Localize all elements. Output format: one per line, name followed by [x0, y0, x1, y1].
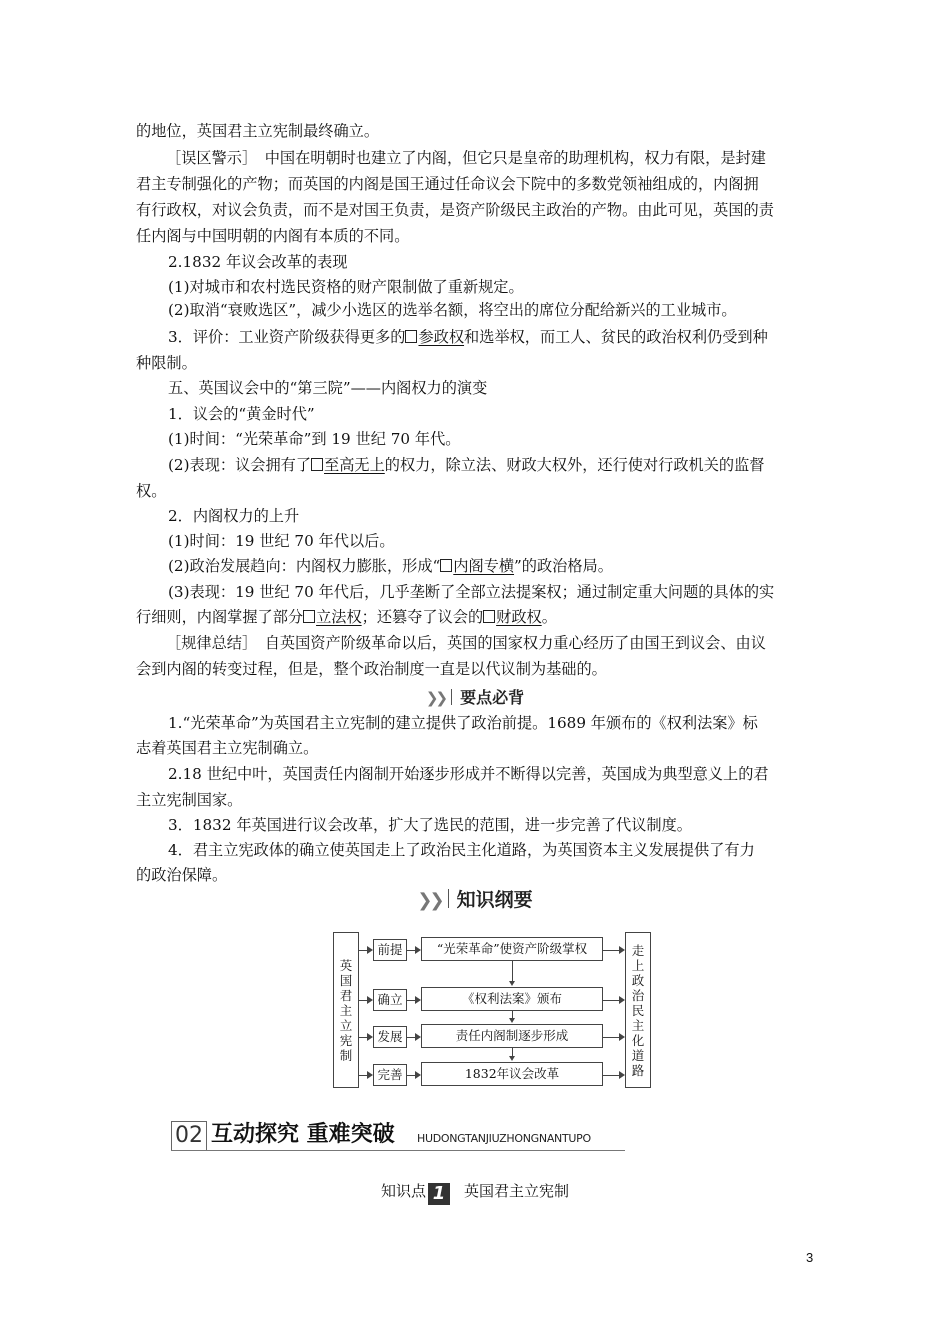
fill-blank-answer: 内阁专横 [440, 557, 514, 575]
list-item: (1)时间：19 世纪 70 年代以后。 [168, 532, 395, 550]
blank-box-icon [483, 610, 495, 623]
content-box: 《权利法案》颁布 [421, 987, 603, 1011]
stage-box: 发展 [373, 1026, 407, 1048]
list-item: (3)表现：19 世纪 70 年代后，几乎垄断了全部立法提案权；通过制定重大问题的具体的实 [168, 583, 775, 601]
text-line: 权。 [136, 482, 167, 500]
text-line: 君主专制强化的产物；而英国的内阁是国王通过任命议会下院中的多数党领袖组成的，内阁拥 [136, 175, 759, 193]
stage-box: 前提 [373, 939, 407, 961]
fill-blank-answer: 立法权 [303, 608, 362, 626]
arrow-down-icon [509, 1018, 515, 1023]
arrow-down-icon [509, 1056, 515, 1061]
blank-box-icon [440, 559, 452, 572]
blank-box-icon [311, 458, 323, 471]
diagram-right-box: 走 上 政 治 民 主 化 道 路 [625, 932, 651, 1088]
text-line: 种限制。 [136, 354, 197, 372]
subheading: 1．议会的“黄金时代” [168, 405, 315, 423]
content-box: 1832年议会改革 [421, 1062, 603, 1086]
rule-summary: ［规律总结］ 自英国资产阶级革命以后，英国的国家权力重心经历了由国王到议会、由议 [166, 634, 766, 652]
stage-box: 确立 [373, 989, 407, 1011]
fill-blank-answer: 参政权 [405, 328, 464, 346]
key-point: 3．1832 年英国进行议会改革，扩大了选民的范围，进一步完善了代议制度。 [168, 816, 692, 834]
text-line: 有行政权，对议会负责，而不是对国王负责，是资产阶级民主政治的产物。由此可见，英国的责 [136, 201, 774, 219]
mistake-warning: ［误区警示］ 中国在明朝时也建立了内阁，但它只是皇帝的助理机构，权力有限，是封建 [166, 149, 766, 167]
key-point: 4．君主立宪政体的确立使英国走上了政治民主化道路，为英国资本主义发展提供了有力 [168, 841, 755, 859]
text-line: (2)政治发展趋向：内阁权力膨胀，形成“ 内阁专横”的政治格局。 [168, 557, 613, 575]
knowledge-outline-diagram [333, 932, 651, 1090]
arrow-right-icon [619, 1071, 625, 1079]
double-chevron-icon: ❯❯ [425, 689, 446, 707]
key-point: 志着英国君主立宪制确立。 [136, 739, 319, 757]
arrow-down-icon [509, 981, 515, 986]
double-chevron-icon: ❯❯ [417, 890, 442, 911]
text-line: 行细则，内阁掌握了部分 立法权；还篡夺了议会的 财政权。 [136, 608, 557, 626]
list-item: (1)时间：“光荣革命”到 19 世纪 70 年代。 [168, 430, 461, 448]
banner-pinyin: HUDONGTANJIUZHONGNANTUPO [417, 1132, 591, 1145]
blank-box-icon [303, 610, 315, 623]
key-point: 1.“光荣革命”为英国君主立宪制的建立提供了政治前提。1689 年颁布的《权利法案》标 [168, 714, 758, 732]
key-point: 2.18 世纪中叶，英国责任内阁制开始逐步形成并不断得以完善，英国成为典型意义上的君 [168, 765, 769, 783]
key-point: 主立宪制国家。 [136, 791, 243, 809]
arrow-right-icon [619, 996, 625, 1004]
arrow-right-icon [619, 1033, 625, 1041]
subheading: 2．内阁权力的上升 [168, 507, 300, 525]
banner-title: 互动探究 重难突破 [211, 1122, 395, 1147]
text-line: 3．评价：工业资产阶级获得更多的 参政权和选举权，而工人、贫民的政治权利仍受到种 [168, 328, 768, 346]
list-item: (1)对城市和农村选民资格的财产限制做了重新规定。 [168, 278, 524, 296]
content-box: “光荣革命”使资产阶级掌权 [421, 937, 603, 961]
fill-blank-answer: 至高无上 [311, 456, 385, 474]
section-banner [171, 1117, 625, 1153]
subheading: 2.1832 年议会改革的表现 [168, 253, 348, 271]
knowledge-point-number: 1 [428, 1183, 450, 1205]
page-number: 3 [806, 1250, 814, 1265]
blank-box-icon [405, 330, 417, 343]
content-box: 责任内阁制逐步形成 [421, 1024, 603, 1048]
fill-blank-answer: 财政权 [483, 608, 542, 626]
text-line: 会到内阁的转变过程，但是，整个政治制度一直是以代议制为基础的。 [136, 660, 607, 678]
stage-box: 完善 [373, 1064, 407, 1086]
section-heading-outline: ❯❯ 知识纲要 [417, 889, 533, 911]
section-heading-key-points: ❯❯ 要点必背 [425, 688, 525, 707]
key-point: 的政治保障。 [136, 866, 228, 884]
text-line: 任内阁与中国明朝的内阁有本质的不同。 [136, 227, 410, 245]
text-line: 的地位，英国君主立宪制最终确立。 [136, 122, 379, 140]
arrow-right-icon [619, 946, 625, 954]
diagram-left-box: 英 国 君 主 立 宪 制 [333, 932, 359, 1088]
section-heading: 五、英国议会中的“第三院”——内阁权力的演变 [168, 379, 488, 397]
list-item: (2)取消“衰败选区”，减少小选区的选举名额，将空出的席位分配给新兴的工业城市。 [168, 301, 737, 319]
section-number: 02 [171, 1121, 207, 1151]
knowledge-point-heading: 知识点 1 英国君主立宪制 [380, 1182, 570, 1204]
text-line: (2)表现：议会拥有了 至高无上的权力，除立法、财政大权外，还行使对行政机关的监督 [168, 456, 765, 474]
